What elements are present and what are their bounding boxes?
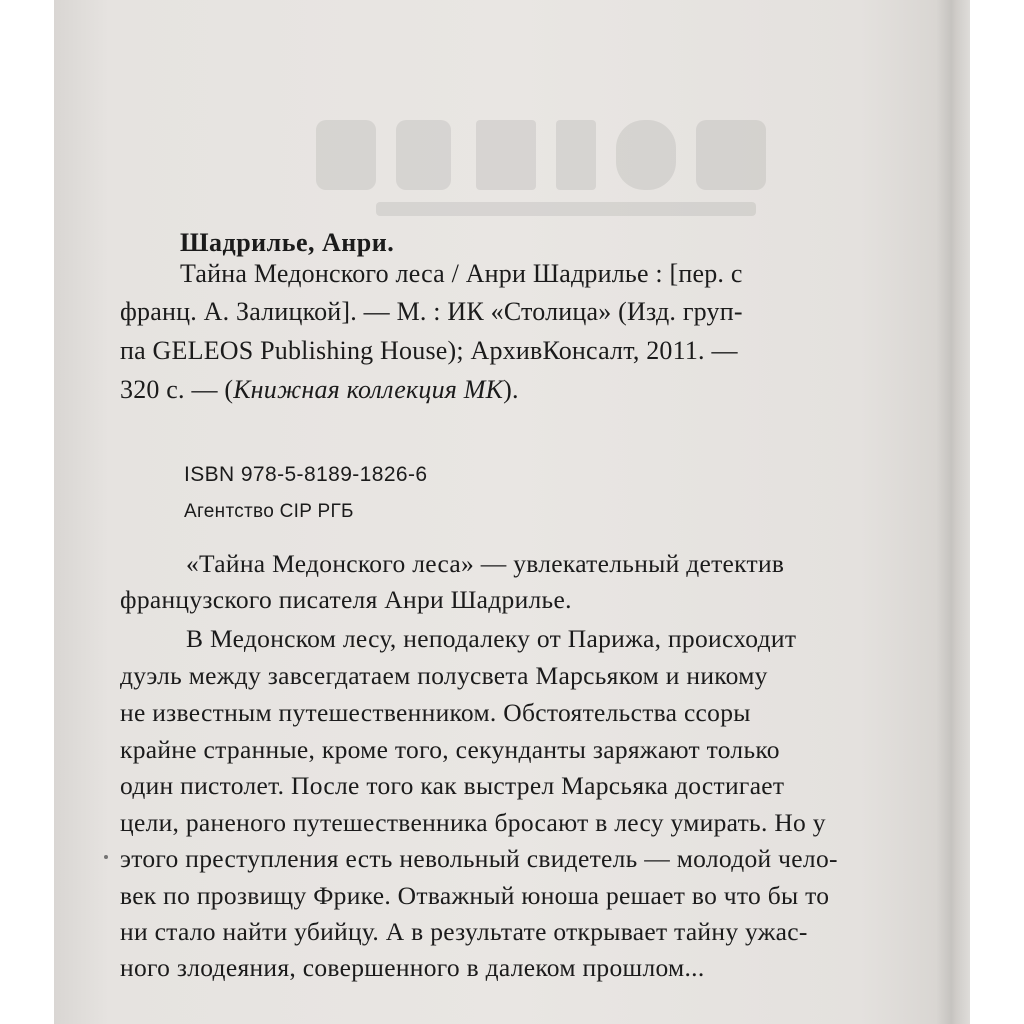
record-pages: 320 с. — ( [120, 375, 234, 404]
cip-agency: Агентство CIP РГБ [184, 501, 354, 522]
isbn-number: ISBN 978-5-8189-1826-6 [184, 463, 428, 486]
annotation-line-6: крайне странные, кроме того, секунданты заряжают только [120, 735, 780, 764]
catalog-record [54, 0, 970, 1024]
annotation-line-11: ни стало найти убийцу. А в результате открывает тайну ужас- [120, 917, 808, 946]
record-line-3: па GELEOS Publishing House); АрхивКонсалт, 2011. — [120, 336, 738, 365]
paper-speck [104, 855, 108, 859]
series-title: Книжная коллекция МК [233, 375, 504, 404]
annotation-line-7: один пистолет. После того как выстрел Марсьяка достигает [120, 771, 785, 800]
annotation-line-10: век по прозвищу Фрике. Отважный юноша решает во что бы то [120, 881, 830, 910]
annotation-line-5: не известным путешественником. Обстоятельства ссоры [120, 698, 751, 727]
annotation-line-12: ного злодеяния, совершенного в далеком прошлом... [120, 953, 705, 982]
annotation-line-3: В Медонском лесу, неподалеку от Парижа, происходит [186, 624, 797, 653]
record-line-4 [120, 375, 519, 405]
annotation-line-9: этого преступления есть невольный свидетель — молодой чело- [120, 844, 838, 873]
annotation-line-4: дуэль между завсегдатаем полусвета Марсьяком и никому [120, 661, 768, 690]
record-line-4-end: ). [503, 375, 519, 404]
record-line-1: Тайна Медонского леса / Анри Шадрилье : [пер. с [180, 259, 743, 288]
annotation-line-2: французского писателя Анри Шадрилье. [120, 585, 572, 614]
annotation-line-8: цели, раненого путешественника бросают в лесу умирать. Но у [120, 808, 826, 837]
record-line-2: франц. А. Залицкой]. — М. : ИК «Столица» (Изд. груп- [120, 297, 743, 326]
author-heading: Шадрилье, Анри. [180, 228, 395, 257]
annotation-line-1: «Тайна Медонского леса» — увлекательный детектив [186, 549, 785, 578]
book-page [54, 0, 970, 1024]
